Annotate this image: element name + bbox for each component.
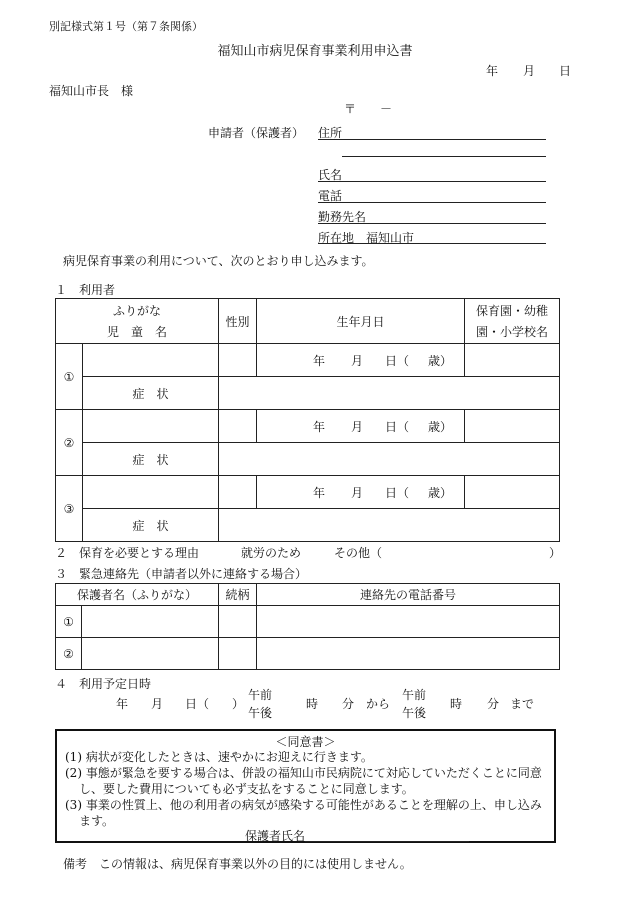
consent-box: [55, 729, 556, 843]
location-label: 所在地 福知山市: [318, 231, 415, 245]
users-table: [55, 298, 560, 542]
address-label: 住所: [318, 126, 343, 140]
start-pm[interactable]: 午後: [248, 706, 273, 720]
child-name-cell[interactable]: [83, 476, 219, 509]
phone-cell[interactable]: [257, 606, 560, 638]
child-name-cell[interactable]: [83, 410, 219, 443]
name-label: 氏名: [318, 168, 343, 182]
symptom-cell[interactable]: [219, 377, 560, 410]
dob-age: 歳）: [428, 419, 453, 434]
dob-cell[interactable]: [257, 476, 465, 509]
dob-year: 年: [313, 485, 326, 500]
addressee: 福知山市長 様: [49, 84, 134, 98]
address-line-2[interactable]: [342, 156, 546, 157]
form-id: 別記様式第１号（第７条関係）: [49, 20, 203, 33]
dob-day: 日（: [385, 485, 410, 500]
header-sex: 性別: [219, 299, 257, 344]
schedule-year: 年: [116, 697, 129, 711]
header-dob: 生年月日: [257, 299, 465, 344]
schedule-paren: ）: [232, 697, 245, 711]
end-hour: 時: [450, 697, 463, 711]
school-cell[interactable]: [465, 476, 560, 509]
dob-day: 日（: [385, 419, 410, 434]
end-pm[interactable]: 午後: [402, 706, 427, 720]
date-day: 日: [559, 64, 572, 78]
remarks: 備考 この情報は、病児保育事業以外の目的には使用しません。: [63, 857, 412, 871]
row-number: ③: [56, 476, 83, 542]
guardian-name-cell[interactable]: [82, 606, 219, 638]
relation-cell[interactable]: [219, 638, 257, 670]
dob-year: 年: [313, 419, 326, 434]
dob-month: 月: [351, 353, 364, 368]
header-relation: 続柄: [219, 584, 257, 606]
dob-cell[interactable]: [257, 344, 465, 377]
reason-other[interactable]: その他（: [334, 546, 383, 560]
location-line[interactable]: [318, 243, 546, 244]
phone-label: 電話: [318, 189, 343, 203]
row-number: ①: [56, 606, 82, 638]
workplace-line[interactable]: [318, 223, 546, 224]
from-label: から: [366, 697, 391, 711]
consent-item-3a: (3) 事業の性質上、他の利用者の病気が感染する可能性があることを理解の上、申し込み: [65, 798, 542, 812]
signature-label: 保護者氏名: [245, 829, 306, 843]
intro-text: 病児保育事業の利用について、次のとおり申し込みます。: [63, 254, 374, 268]
symptom-label: 症 状: [83, 377, 219, 410]
end-am[interactable]: 午前: [402, 688, 427, 702]
page-title: 福知山市病児保育事業利用申込書: [217, 44, 413, 59]
phone-cell[interactable]: [257, 638, 560, 670]
address-line-1[interactable]: [318, 139, 546, 140]
row-number: ②: [56, 638, 82, 670]
section4-heading: ４ 利用予定日時: [55, 677, 152, 691]
section2-heading: ２ 保育を必要とする理由: [55, 546, 200, 560]
dob-day: 日（: [385, 353, 410, 368]
row-number: ②: [56, 410, 83, 476]
emergency-table: [55, 583, 560, 670]
dob-cell[interactable]: [257, 410, 465, 443]
header-school-line1: 保育園・幼稚: [476, 304, 549, 318]
consent-item-1: (1) 病状が変化したときは、速やかにお迎えに行きます。: [65, 750, 373, 764]
header-school: [465, 299, 560, 344]
signature-line[interactable]: [305, 841, 469, 842]
sex-cell[interactable]: [219, 476, 257, 509]
sex-cell[interactable]: [219, 410, 257, 443]
school-cell[interactable]: [465, 410, 560, 443]
child-name-cell[interactable]: [83, 344, 219, 377]
header-child: [56, 299, 219, 344]
name-line[interactable]: [318, 181, 546, 182]
phone-line[interactable]: [318, 202, 546, 203]
symptom-label: 症 状: [83, 443, 219, 476]
sex-cell[interactable]: [219, 344, 257, 377]
dob-age: 歳）: [428, 485, 453, 500]
dob-year: 年: [313, 353, 326, 368]
dob-age: 歳）: [428, 353, 453, 368]
dob-month: 月: [351, 485, 364, 500]
reason-work[interactable]: 就労のため: [241, 546, 302, 560]
header-guardian: 保護者名（ふりがな）: [56, 584, 219, 606]
dob-month: 月: [351, 419, 364, 434]
header-school-line2: 園・小学校名: [476, 325, 549, 339]
start-am[interactable]: 午前: [248, 688, 273, 702]
header-phone: 連絡先の電話番号: [257, 584, 560, 606]
end-minute: 分: [487, 697, 500, 711]
consent-item-2b: し、要した費用についても必ず支払をすることに同意します。: [79, 782, 414, 796]
guardian-name-cell[interactable]: [82, 638, 219, 670]
consent-item-2a: (2) 事態が緊急を要する場合は、併設の福知山市民病院にて対応していただくことに同意: [65, 766, 542, 780]
consent-title: ＜同意書＞: [275, 735, 336, 749]
until-label: まで: [510, 697, 535, 711]
header-furigana: ふりがな: [113, 304, 162, 318]
workplace-label: 勤務先名: [318, 210, 367, 224]
schedule-day: 日（: [185, 697, 210, 711]
date-month: 月: [523, 64, 536, 78]
school-cell[interactable]: [465, 344, 560, 377]
date-year: 年: [486, 64, 499, 78]
symptom-cell[interactable]: [219, 509, 560, 542]
symptom-label: 症 状: [83, 509, 219, 542]
start-hour: 時: [306, 697, 319, 711]
section1-heading: １ 利用者: [55, 283, 116, 297]
postal-mark: 〒 －: [344, 102, 393, 116]
consent-item-3b: ます。: [79, 814, 115, 828]
section3-heading: ３ 緊急連絡先（申請者以外に連絡する場合）: [55, 567, 308, 581]
applicant-label: 申請者（保護者）: [208, 126, 305, 140]
start-minute: 分: [342, 697, 355, 711]
symptom-cell[interactable]: [219, 443, 560, 476]
reason-other-close: ）: [549, 546, 562, 560]
schedule-month: 月: [151, 697, 164, 711]
header-child-name: 児 童 名: [107, 325, 168, 339]
row-number: ①: [56, 344, 83, 410]
relation-cell[interactable]: [219, 606, 257, 638]
